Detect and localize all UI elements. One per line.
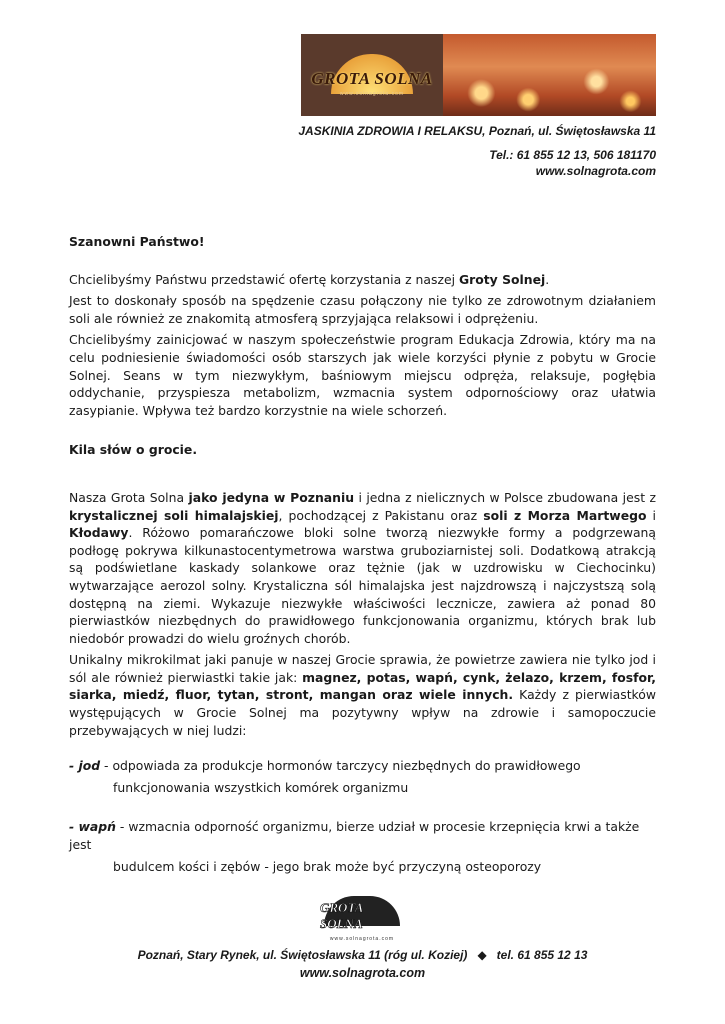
diamond-separator-icon: ◆ (477, 948, 487, 962)
grota-solna-logo (301, 34, 443, 116)
footer-logo-text: GROTA SOLNA (320, 900, 363, 931)
section-title: Kila słów o grocie. (69, 442, 198, 458)
header-banner (301, 34, 656, 116)
header-tagline: JASKINIA ZDROWIA I RELAKSU, Poznań, ul. Świętosławska 11 (298, 124, 656, 138)
list-item-continuation: budulcem kości i zębów - jego brak może być przyczyną osteoporozy (113, 858, 542, 874)
list-item: - jod - odpowiada za produkcje hormonów tarczycy niezbędnych do prawidłowego (69, 758, 581, 774)
list-item: - wapń - wzmacnia odporność organizmu, bierze udział w procesie krzepnięcia krwi a także jest (69, 819, 640, 853)
paragraph-description: Jest to doskonały sposób na spędzenie czasu połączony nie tylko ze zdrowotnym działaniem soli ale również ze znakomitą atmosferą sprzyjająca relaksowi i odprężeniu. (69, 293, 656, 326)
paragraph-cave: Nasza Grota Solna jako jedyna w Poznaniu i jedna z nielicznych w Polsce zbudowana jest z krystalicznej soli himalajskiej, pochodzącej z Pakistanu oraz soli z Morza Martwego i Kłodawy. Różowo pomarańczowe bloki solne tworzą niezwykłe formy a podgrzewaną podłogę pokrywa kilkunastocentymetrowa warstwa gruboziarnistej soli. Dodatkową atrakcją są podświetlane kaskady solankowe oraz tężnie (jak w uzdrowisku w Ciechocinku) wytwarzające aerozol solny. Krystaliczna sól himalajska jest najzdrowszą i najczystszą solą dostępną na ziemi. Wykazuje niezwykłe właściwości lecznicze, zawiera aż ponad 80 pierwiastków niezbędnych do prawidłowego funkcjonowania organizmu, których brak lub niedobór prowadzi do wielu groźnych chorób. (69, 489, 656, 646)
footer-logo (320, 896, 404, 942)
paragraph-microclimate: Unikalny mikrokilmat jaki panuje w naszej Grocie sprawia, że powietrze zawiera nie tylko jod i sól ale również pierwiastki takie jak: magnez, potas, wapń, cynk, żelazo, krzem, fosfor, siarka, miedź, fluor, tytan, stront, mangan oraz wiele innych. Każdy z pierwiastków występujących w Grocie Solnej ma pozytywny wpływ na zdrowie i samopoczucie przebywających w niej ludzi: (69, 652, 657, 738)
logo-brand-text: GROTA SOLNA (311, 69, 433, 88)
footer-phone: tel. 61 855 12 13 (496, 948, 588, 962)
list-item-continuation: funkcjonowania wszystkich komórek organizmu (113, 779, 409, 795)
letter-body (69, 233, 656, 875)
footer-contact (0, 948, 725, 962)
paragraph-program: Chcielibyśmy zainicjować w naszym społeczeństwie program Edukacja Zdrowia, który ma na celu podniesienie świadomości osób starszych jak wiele korzyści płynie z pobytu w Grocie Solnej. Seans w tym niezwykłym, baśniowym miejscu odpręża, relaksuje, pogłębia oddychanie, przyspiesza metabolizm, wzmacnia system odpornościowy oraz ułatwia zasypianie. Wpływa też bardzo korzystnie na wiele schorzeń. (69, 332, 656, 418)
logo-url-text: www.solnagrota.com (339, 91, 405, 97)
salt-cave-photo (443, 34, 656, 116)
footer-website[interactable]: www.solnagrota.com (299, 966, 426, 980)
footer-address: Poznań, Stary Rynek, ul. Świętosławska 11 (róg ul. Koziej) (137, 948, 468, 962)
greeting: Szanowni Państwo! (69, 234, 205, 249)
header-phone: Tel.: 61 855 12 13, 506 181170 (489, 148, 656, 162)
paragraph-intro: Chcielibyśmy Państwu przedstawić ofertę korzystania z naszej Groty Solnej. (69, 271, 550, 287)
header-website[interactable]: www.solnagrota.com (535, 164, 656, 178)
footer-logo-url: www.solnagrota.com (329, 936, 395, 942)
